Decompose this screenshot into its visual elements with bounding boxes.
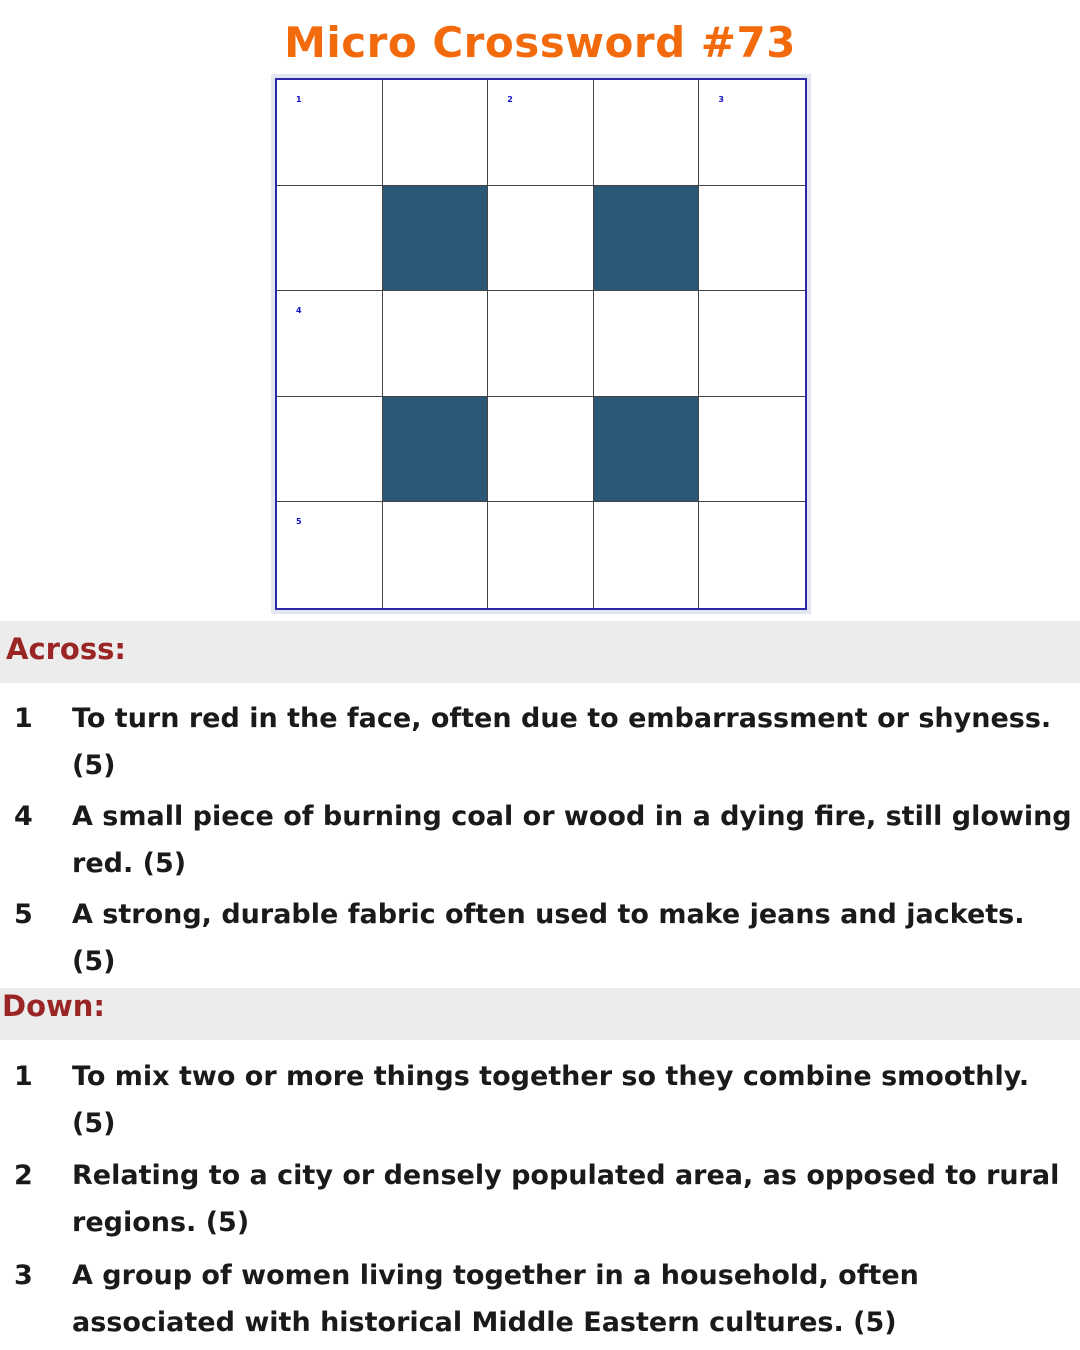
clue-number: 1 bbox=[14, 1061, 33, 1092]
cell-number: 1 bbox=[296, 95, 302, 104]
grid-cell[interactable] bbox=[699, 186, 805, 292]
grid-cell[interactable] bbox=[383, 291, 489, 397]
grid-cell[interactable] bbox=[488, 397, 594, 503]
black-square bbox=[383, 186, 489, 292]
across-heading: Across: bbox=[0, 621, 1080, 683]
grid-cell[interactable] bbox=[488, 186, 594, 292]
down-heading: Down: bbox=[0, 988, 1080, 1040]
grid-cell[interactable] bbox=[277, 186, 383, 292]
crossword-grid-frame bbox=[271, 74, 811, 614]
grid-cell[interactable] bbox=[488, 291, 594, 397]
cell-number: 3 bbox=[718, 95, 724, 104]
cell-number: 5 bbox=[296, 517, 302, 527]
clue-number: 3 bbox=[14, 1260, 33, 1291]
black-square bbox=[594, 397, 700, 503]
clue-number: 1 bbox=[14, 703, 33, 734]
black-square bbox=[383, 397, 489, 503]
grid-cell[interactable] bbox=[383, 502, 489, 608]
clue-text: A strong, durable fabric often used to make jeans and jackets. (5) bbox=[72, 899, 1025, 977]
grid-cell[interactable] bbox=[699, 291, 805, 397]
grid-cell[interactable] bbox=[277, 397, 383, 503]
grid-cell[interactable] bbox=[594, 291, 700, 397]
clue-number: 4 bbox=[14, 801, 33, 832]
cell-number: 2 bbox=[507, 95, 513, 104]
clue-text: To mix two or more things together so they combine smoothly. (5) bbox=[72, 1061, 1030, 1139]
grid-cell[interactable] bbox=[277, 80, 383, 186]
grid-cell[interactable] bbox=[277, 502, 383, 608]
grid-cell[interactable] bbox=[699, 80, 805, 186]
clue-text: Relating to a city or densely populated area, as opposed to rural regions. (5) bbox=[72, 1160, 1060, 1238]
cell-number: 4 bbox=[296, 306, 302, 316]
grid-cell[interactable] bbox=[699, 502, 805, 608]
grid-cell[interactable] bbox=[699, 397, 805, 503]
grid-cell[interactable] bbox=[594, 502, 700, 608]
grid-cell[interactable] bbox=[488, 80, 594, 186]
puzzle-title: Micro Crossword #73 bbox=[284, 18, 796, 67]
grid-cell[interactable] bbox=[277, 291, 383, 397]
grid-cell[interactable] bbox=[488, 502, 594, 608]
clue-text: A small piece of burning coal or wood in a dying fire, still glowing red. (5) bbox=[72, 801, 1072, 879]
clue-text: A group of women living together in a household, often associated with historical Middle Eastern cultures. (5) bbox=[72, 1260, 919, 1338]
grid-cell[interactable] bbox=[383, 80, 489, 186]
clue-number: 2 bbox=[14, 1160, 33, 1191]
clue-number: 5 bbox=[14, 899, 33, 930]
grid-cell[interactable] bbox=[594, 80, 700, 186]
crossword-grid bbox=[275, 78, 807, 610]
black-square bbox=[594, 186, 700, 292]
clue-text: To turn red in the face, often due to embarrassment or shyness. (5) bbox=[72, 703, 1052, 781]
